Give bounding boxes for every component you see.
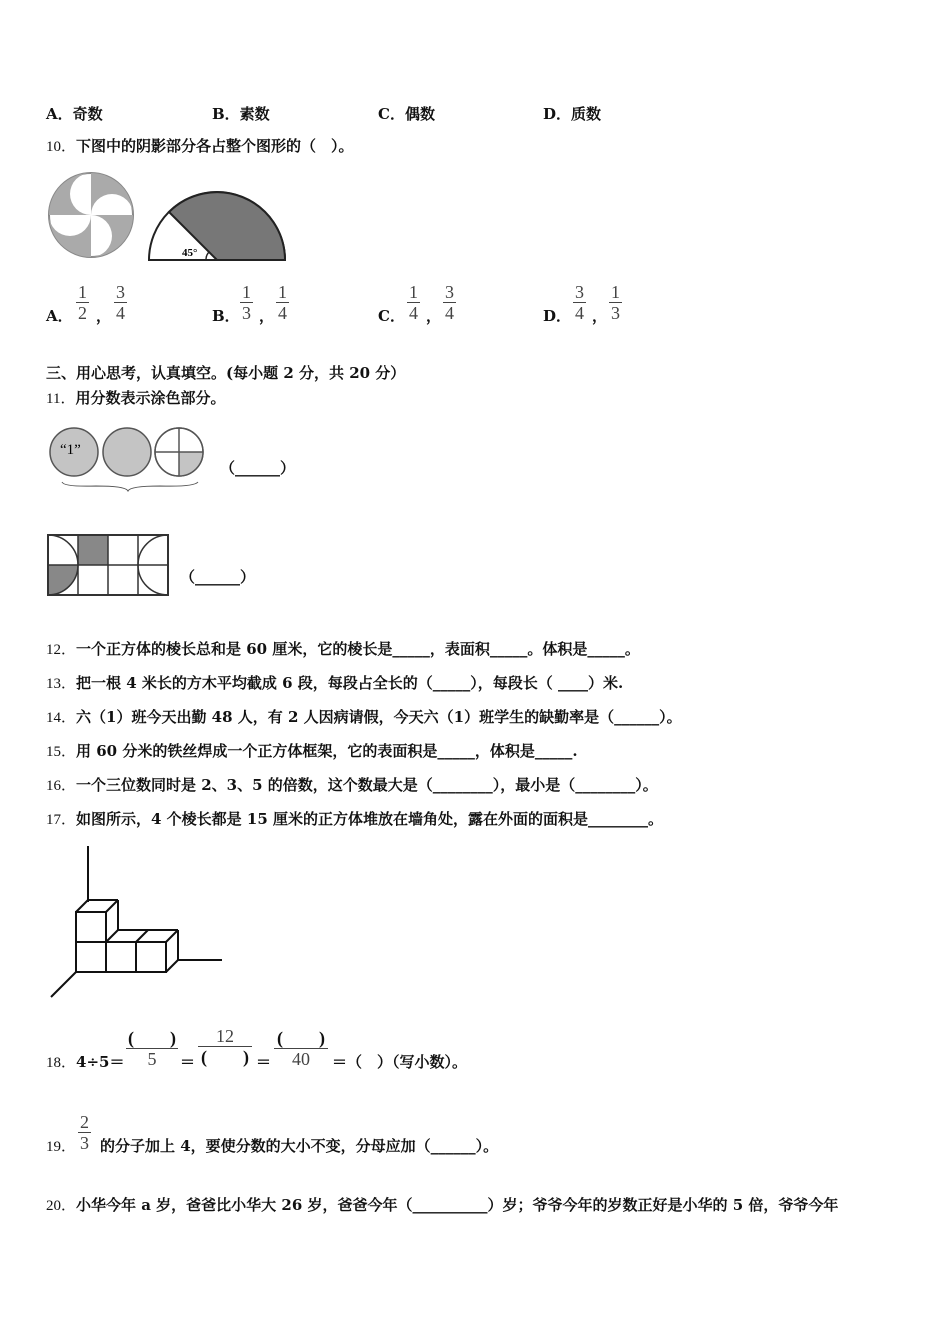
question-text: 六（1）班今天出勤 48 人，有 2 人因病请假，今天六（1）班学生的缺勤率是（______）。	[76, 708, 682, 726]
equals-sign: ＝	[256, 1053, 272, 1071]
question-number: 14．	[46, 710, 77, 726]
question-text: 把一根 4 米长的方木平均截成 6 段，每段占全长的（_____），每段长（ ____）米.	[76, 674, 624, 692]
q10-option-b-label: B．	[212, 307, 240, 325]
equals-sign: ＝	[180, 1053, 196, 1071]
question-number: 15．	[46, 744, 77, 760]
cubes-corner-figure	[46, 842, 226, 1002]
fraction: $\frac{1}{4}$	[278, 282, 287, 323]
question-text: 4÷5＝	[76, 1053, 125, 1071]
question-18-lead	[46, 1053, 124, 1072]
question-11	[46, 389, 225, 408]
fraction: ( ) 5	[128, 1028, 176, 1069]
option-c: C．偶数	[378, 105, 435, 123]
question-number: 11．	[46, 391, 76, 407]
question-number: 18．	[46, 1055, 77, 1071]
question-text: 用 60 分米的铁丝焊成一个正方体框架，它的表面积是_____，体积是_____.	[76, 742, 578, 760]
q10-option-c-label: C．	[378, 307, 405, 325]
answer-blank[interactable]: （______）	[180, 568, 256, 586]
question-number: 13．	[46, 676, 77, 692]
question-text: 一个三位数同时是 2、3、5 的倍数，这个数最大是（________），最小是（________）。	[76, 776, 658, 794]
question-16	[46, 776, 658, 795]
circle-label: “1”	[60, 442, 81, 458]
question-12	[46, 640, 640, 659]
option-a: A．奇数	[46, 105, 103, 123]
fraction: $\frac{1}{4}$	[409, 282, 418, 323]
question-number: 19．	[46, 1139, 77, 1155]
fraction: $\frac{3}{4}$	[445, 282, 454, 323]
question-15	[46, 742, 578, 761]
pinwheel-circle-figure	[46, 170, 138, 260]
question-14	[46, 708, 682, 727]
question-13	[46, 674, 623, 693]
fraction: $\frac{1}{3}$	[611, 282, 620, 323]
grid-shaded-figure	[46, 533, 170, 597]
question-number: 20．	[46, 1198, 77, 1214]
question-number: 10．	[46, 139, 77, 155]
angle-label: 45°	[182, 247, 198, 259]
question-text: 如图所示，4 个棱长都是 15 厘米的正方体堆放在墙角处，露在外面的面积是________。	[76, 810, 663, 828]
question-text: 下图中的阴影部分各占整个图形的（ ）。	[76, 137, 354, 155]
section-title: 三、用心思考，认真填空。(每小题 2 分，共 20 分）	[46, 364, 406, 382]
question-text: 的分子加上 4，要使分数的大小不变，分母应加（______）。	[100, 1137, 499, 1155]
q10-option-d-label: D．	[543, 307, 572, 325]
question-17	[46, 810, 663, 829]
three-circles-figure	[46, 424, 208, 492]
option-d: D．质数	[543, 105, 602, 123]
answer-blank[interactable]: （______）	[220, 459, 296, 477]
question-text: 一个正方体的棱长总和是 60 厘米，它的棱长是_____，表面积_____。体积是_____。	[76, 640, 640, 658]
fraction: $\frac{1}{3}$	[242, 282, 251, 323]
question-number: 16．	[46, 778, 77, 794]
q10-option-a-label: A．	[46, 307, 73, 325]
fraction: $\frac{2}{3}$	[80, 1112, 89, 1153]
question-number: 17．	[46, 812, 77, 828]
fraction: $\frac{1}{2}$	[78, 282, 87, 323]
question-text: 用分数表示涂色部分。	[75, 389, 226, 407]
question-20	[46, 1196, 838, 1215]
fraction: 12 ( )	[198, 1026, 252, 1067]
question-18-tail: ＝（ ）（写小数）。	[332, 1053, 468, 1071]
question-text: 小华今年 a 岁，爸爸比小华大 26 岁，爸爸今年（__________）岁；爷爷今年的岁数正好是小华的 5 倍，爷爷今年	[76, 1196, 839, 1214]
fraction: ( ) 40	[274, 1028, 328, 1069]
semicircle-sector-figure	[146, 190, 290, 265]
fraction: $\frac{3}{4}$	[116, 282, 125, 323]
option-b: B．素数	[212, 105, 270, 123]
question-number: 12．	[46, 642, 77, 658]
fraction: $\frac{3}{4}$	[575, 282, 584, 323]
question-10	[46, 137, 354, 156]
